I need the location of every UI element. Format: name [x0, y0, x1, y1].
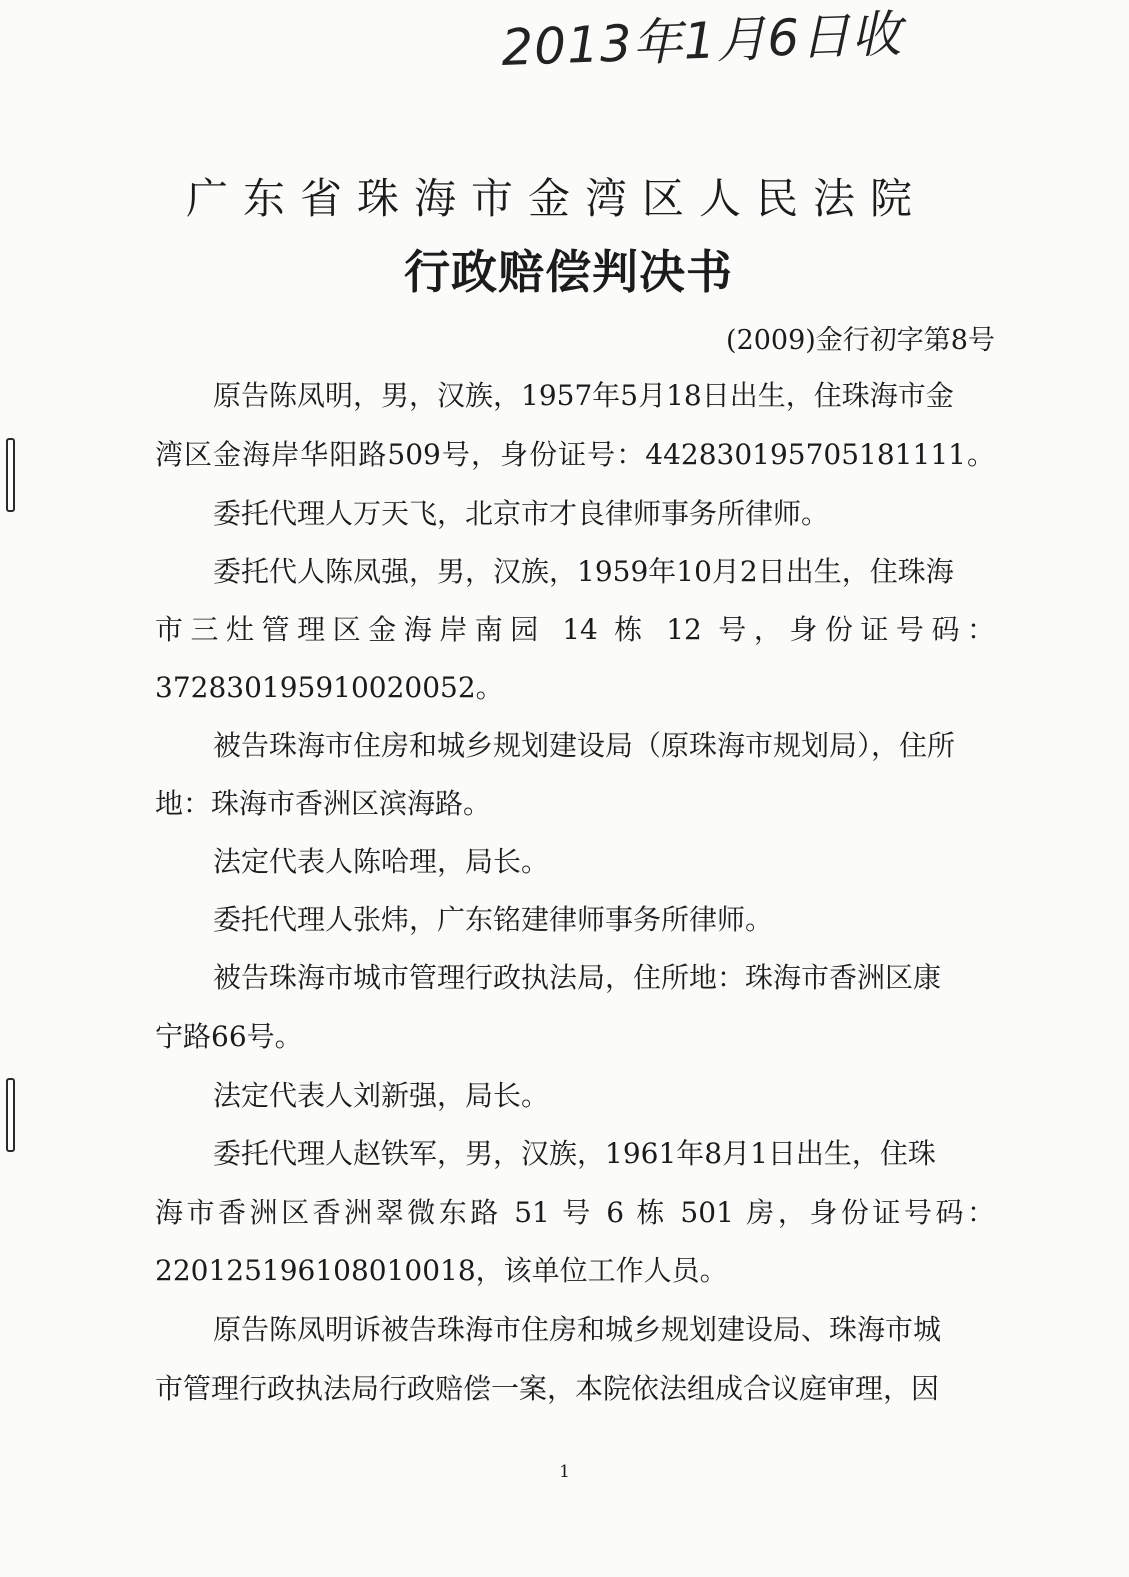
case-number: (2009)金行初字第8号: [726, 325, 995, 356]
page-number: 1: [559, 1462, 570, 1482]
body-line: 市三灶管理区金海岸南园 14 栋 12 号，身份证号码：: [155, 613, 995, 646]
body-line: 委托代理人万天飞，北京市才良律师事务所律师。: [213, 497, 830, 530]
body-line: 被告珠海市住房和城乡规划建设局（原珠海市规划局），住所: [213, 729, 956, 762]
body-line: 委托代理人张炜，广东铭建律师事务所律师。: [213, 903, 774, 936]
body-line: 被告珠海市城市管理行政执法局，住所地：珠海市香洲区康: [213, 961, 942, 994]
body-line: 法定代表人刘新强，局长。: [213, 1079, 550, 1112]
body-line: 220125196108010018，该单位工作人员。: [155, 1254, 728, 1287]
body-line: 372830195910020052。: [155, 671, 504, 704]
body-line: 地：珠海市香洲区滨海路。: [155, 787, 492, 820]
body-line: 法定代表人陈哈理，局长。: [213, 845, 550, 878]
body-line: 海市香洲区香洲翠微东路 51 号 6 栋 501 房，身份证号码：: [155, 1196, 995, 1229]
document-title: 行政赔偿判决书: [404, 245, 733, 299]
body-line: 宁路66号。: [155, 1020, 303, 1053]
body-line: 原告陈凤明诉被告珠海市住房和城乡规划建设局、珠海市城: [213, 1313, 942, 1346]
body-line: 原告陈凤明，男，汉族，1957年5月18日出生，住珠海市金: [213, 379, 954, 412]
body-line: 湾区金海岸华阳路509号，身份证号：442830195705181111。: [155, 438, 995, 471]
court-name: 广东省珠海市金湾区人民法院: [186, 174, 928, 223]
binding-post: [6, 438, 15, 512]
binding-post: [6, 1078, 15, 1152]
body-line: 委托代理人赵铁军，男，汉族，1961年8月1日出生，住珠: [213, 1137, 936, 1170]
handwritten-received-date: 2013年1月6日收: [500, 5, 904, 77]
body-line: 委托代人陈凤强，男，汉族，1959年10月2日出生，住珠海: [213, 555, 954, 588]
body-line: 市管理行政执法局行政赔偿一案，本院依法组成合议庭审理，因: [155, 1372, 940, 1405]
